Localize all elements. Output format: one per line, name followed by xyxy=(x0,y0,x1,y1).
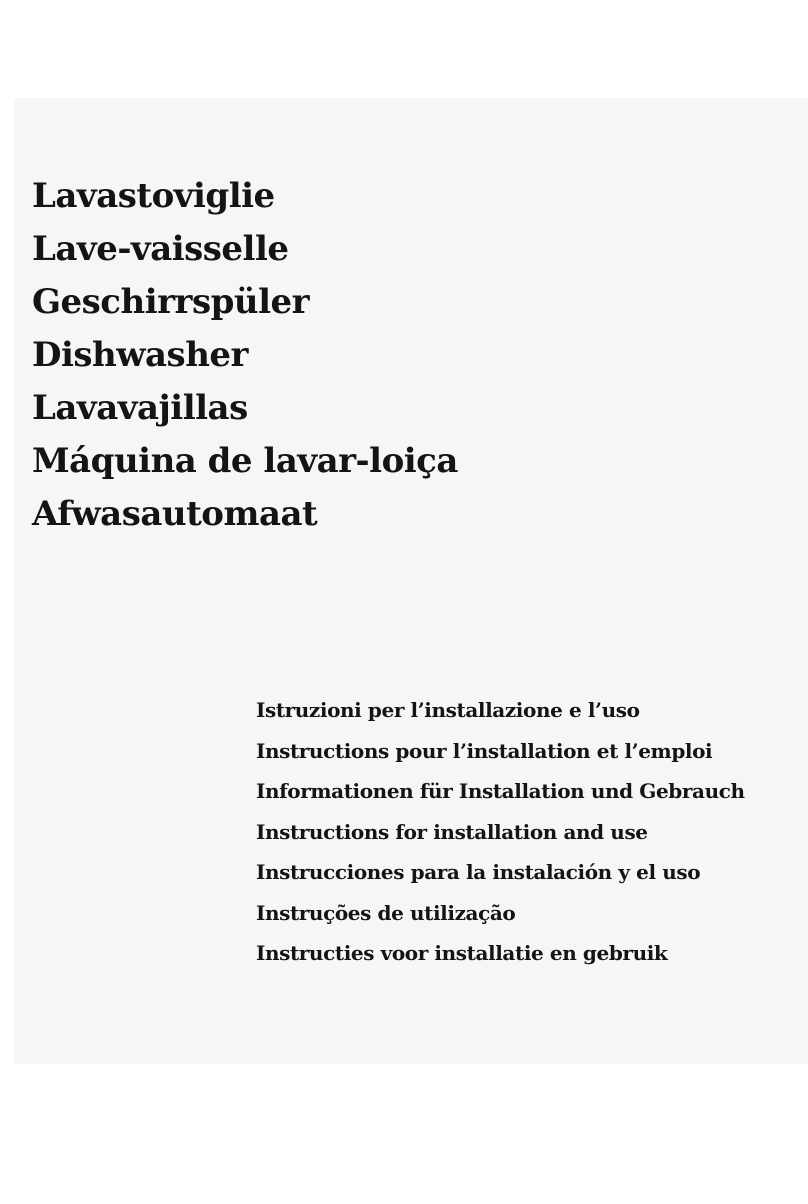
instructions-portuguese: Instruções de utilização xyxy=(256,900,516,925)
instructions-french: Instructions pour l’installation et l’emploi xyxy=(256,738,713,763)
instructions-spanish: Instrucciones para la instalación y el uso xyxy=(256,860,701,884)
product-title-portuguese: Máquina de lavar-loiça xyxy=(32,441,458,481)
product-title-dutch: Afwasautomaat xyxy=(32,494,318,534)
product-title-german: Geschirrspüler xyxy=(32,282,310,322)
product-title-spanish: Lavavajillas xyxy=(32,388,248,428)
product-title-italian: Lavastoviglie xyxy=(32,176,275,216)
product-title-english: Dishwasher xyxy=(32,335,248,375)
instructions-italian: Istruzioni per l’installazione e l’uso xyxy=(256,698,640,722)
instructions-dutch: Instructies voor installatie en gebruik xyxy=(256,941,668,965)
instructions-english: Instructions for installation and use xyxy=(256,819,648,844)
instructions-german: Informationen für Installation und Gebrauch xyxy=(256,779,745,803)
instructions-heading-list xyxy=(256,690,745,974)
product-title-list xyxy=(32,170,458,541)
product-title-french: Lave-vaisselle xyxy=(32,229,289,269)
